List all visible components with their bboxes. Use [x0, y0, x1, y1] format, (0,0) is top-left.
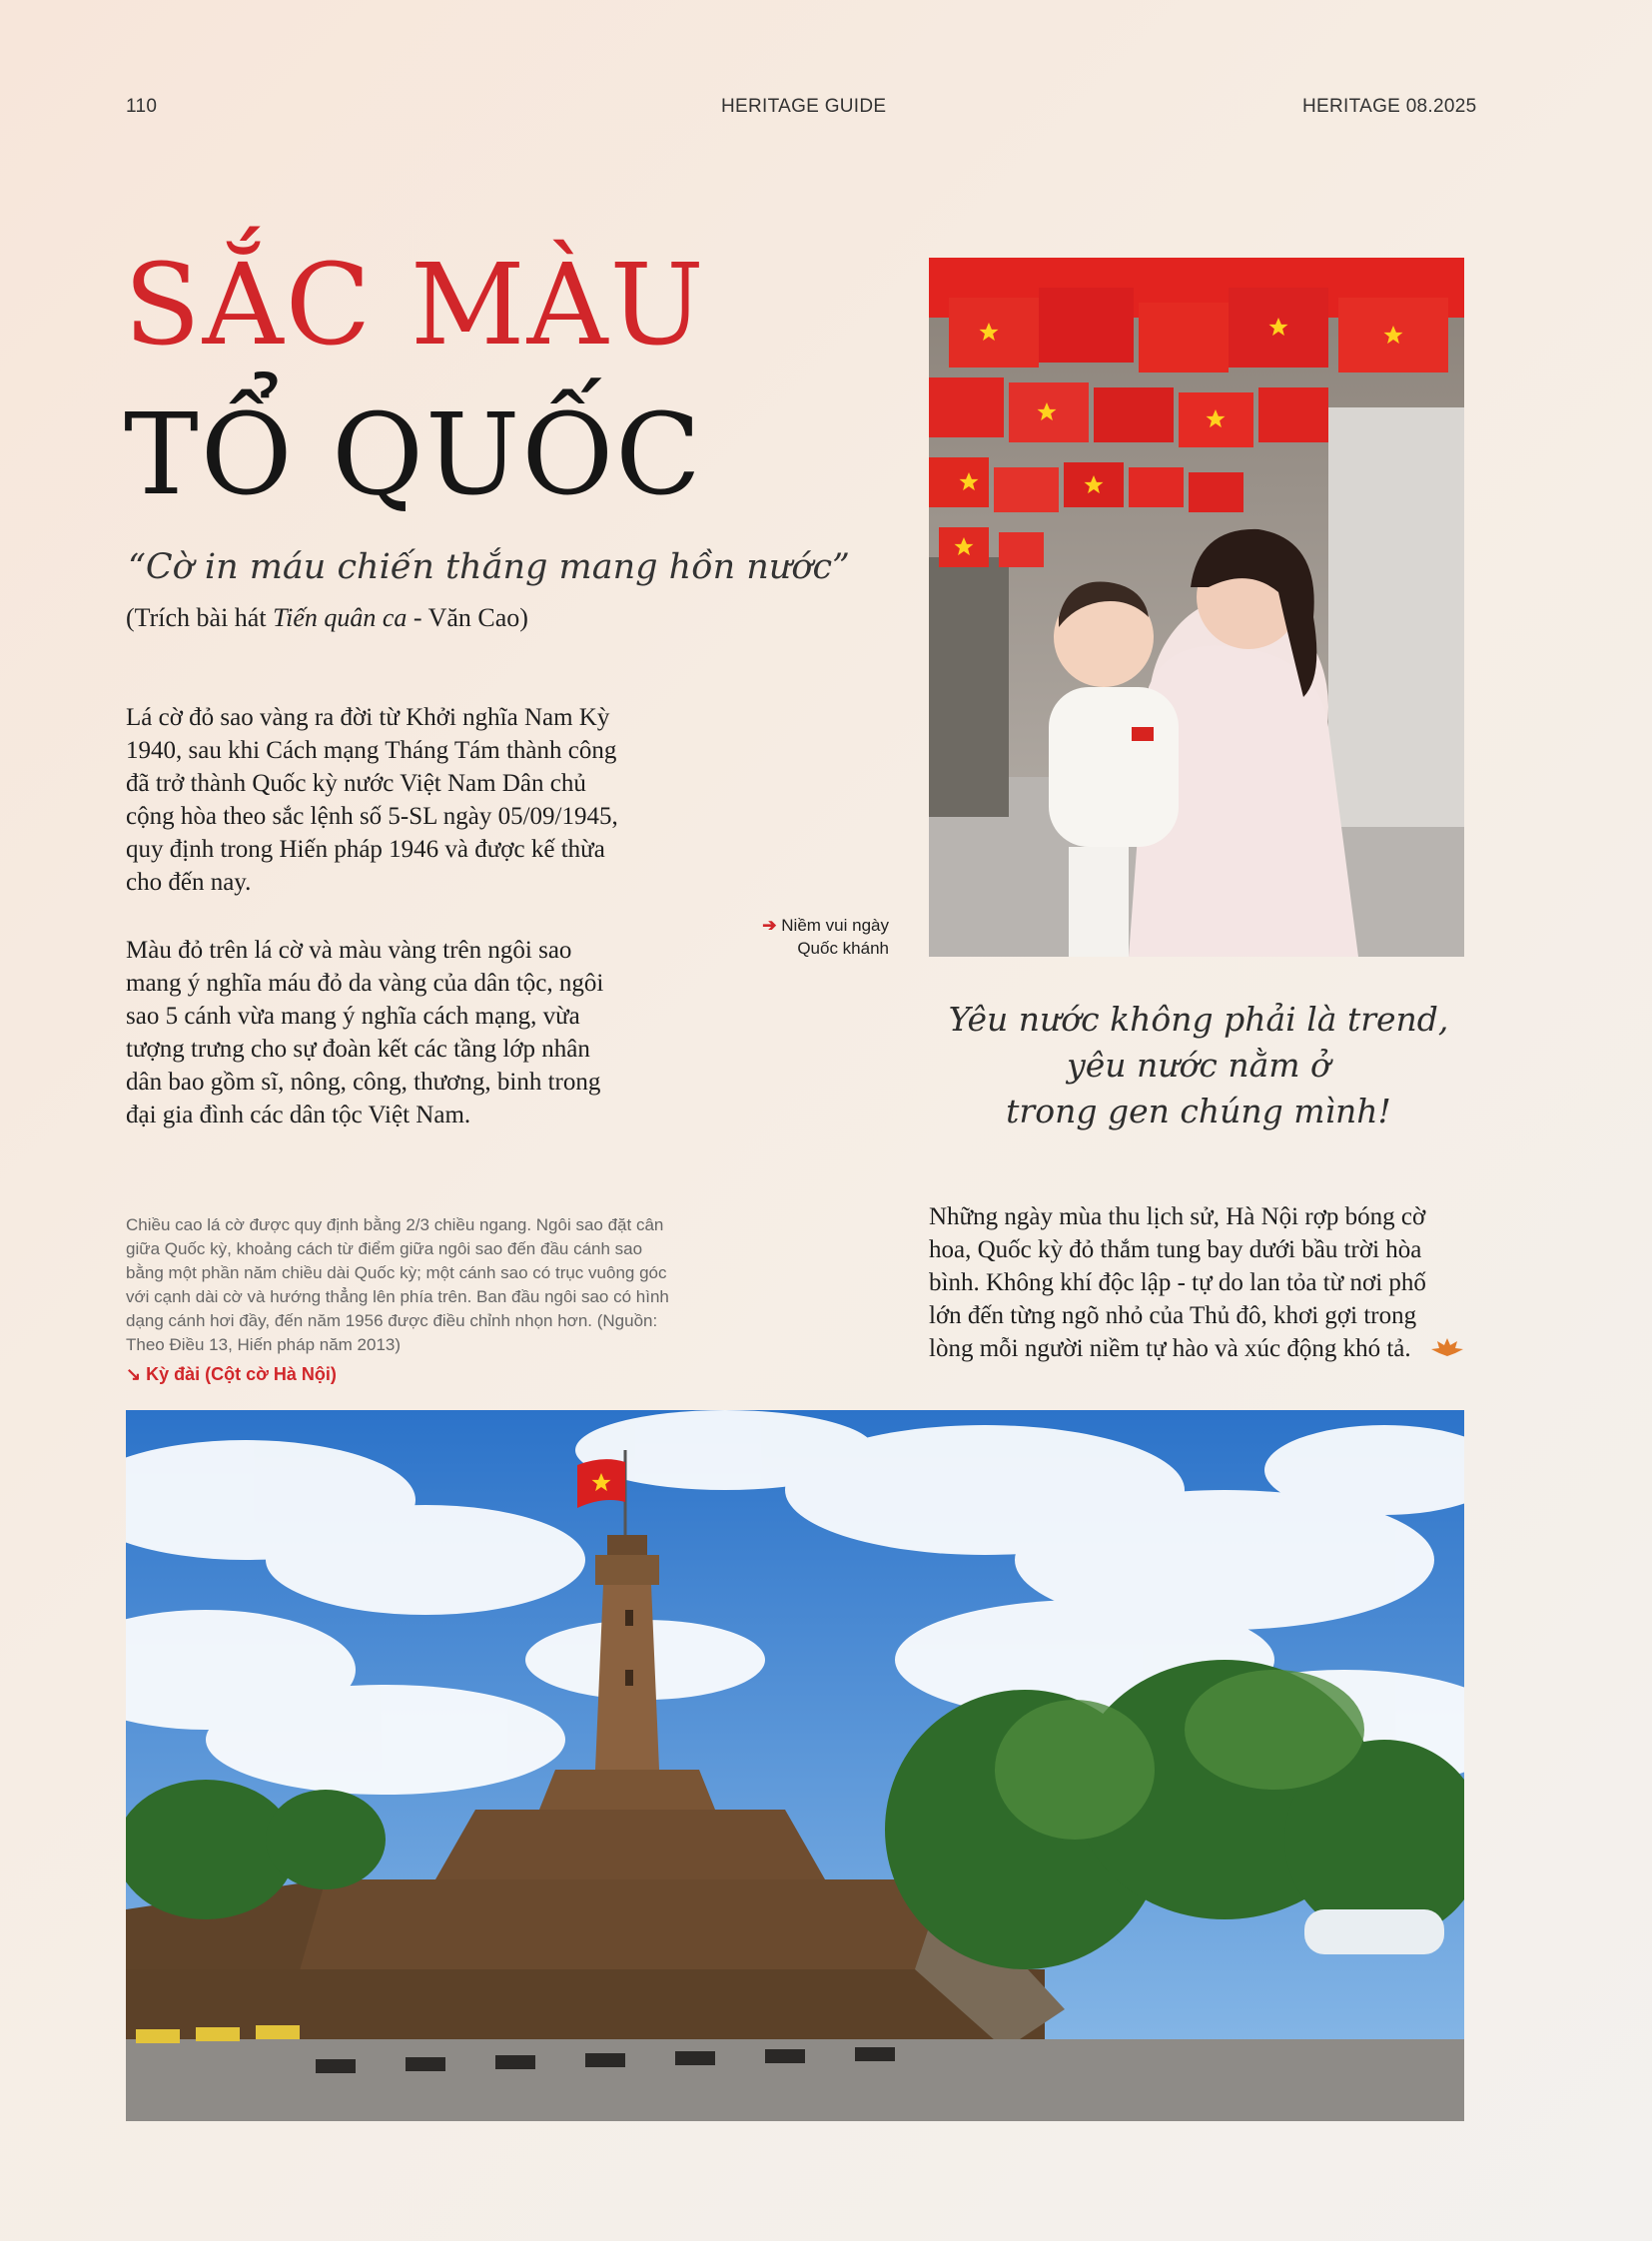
photo-flags-street [929, 258, 1464, 957]
photo2-caption [126, 1364, 337, 1385]
flag-spec-note: Chiều cao lá cờ được quy định bằng 2/3 chiều ngang. Ngôi sao đặt cân giữa Quốc kỳ, khoảng cách từ điểm giữa ngôi sao đến đầu cánh sao bằng một phần năm chiều dài Quốc kỳ; một cánh sao có trục vuông góc với cạnh dài cờ và hướng thẳng lên phía trên. Ban đầu ngôi sao có hình dạng cánh hơi đầy, đến năm 1956 được điều chỉnh nhọn hơn. (Nguồn: Theo Điều 13, Hiến pháp năm 2013) [126, 1215, 669, 1354]
leaf-icon [1430, 1336, 1464, 1363]
photo-flags-street-illustration [929, 258, 1464, 957]
song-credit [126, 603, 528, 633]
photo1-caption [699, 914, 889, 960]
body-paragraph-2: Màu đỏ trên lá cờ và màu vàng trên ngôi sao mang ý nghĩa máu đỏ da vàng của dân tộc, ngôi sao 5 cánh vừa mang ý nghĩa cách mạng, vừa tượng trưng cho sự đoàn kết các tầng lớp nhân dân bao gồm sĩ, nông, công, thương, binh trong đại gia đình các dân tộc Việt Nam. [126, 937, 604, 1128]
credit-prefix: (Trích bài hát [126, 603, 274, 632]
photo-flag-tower-illustration [126, 1410, 1464, 2121]
song-quote: “Cờ in máu chiến thắng mang hồn nước” [128, 547, 850, 587]
arrow-right-icon: ➔ [762, 916, 777, 935]
body-paragraph-1: Lá cờ đỏ sao vàng ra đời từ Khởi nghĩa Nam Kỳ 1940, sau khi Cách mạng Tháng Tám thành công đã trở thành Quốc kỳ nước Việt Nam Dân chủ cộng hòa theo sắc lệnh số 5-SL ngày 05/09/1945, quy định trong Hiến pháp 1946 và được kế thừa cho đến nay. [126, 704, 618, 896]
arrow-down-right-icon: ↘ [126, 1364, 142, 1384]
photo1-caption-line1: Niềm vui ngày [781, 916, 889, 935]
body-paragraph-3: Những ngày mùa thu lịch sử, Hà Nội rợp bóng cờ hoa, Quốc kỳ đỏ thắm tung bay dưới bầu trời hòa bình. Không khí độc lập - tự do lan tỏa từ nơi phố lớn đến từng ngõ nhỏ của Thủ đô, khơi gợi trong lòng mỗi người niềm tự hào và xúc động khó tả. [929, 1203, 1426, 1362]
credit-song-title: Tiến quân ca [273, 603, 408, 632]
credit-suffix: - Văn Cao) [407, 603, 528, 632]
photo-flag-tower [126, 1410, 1464, 2121]
photo1-caption-line2: Quốc khánh [797, 939, 889, 958]
pull-quote: Yêu nước không phải là trend, yêu nước nằm ở trong gen chúng mình! [948, 1000, 1449, 1130]
section-title: HERITAGE GUIDE [721, 96, 887, 117]
page-number: 110 [126, 96, 158, 117]
article-title-line2: TỔ QUỐC [124, 390, 703, 520]
issue-label: HERITAGE 08.2025 [1302, 96, 1477, 117]
article-title-line1: SẮC MÀU [124, 241, 706, 371]
photo2-caption-text: Kỳ đài (Cột cờ Hà Nội) [146, 1364, 337, 1384]
